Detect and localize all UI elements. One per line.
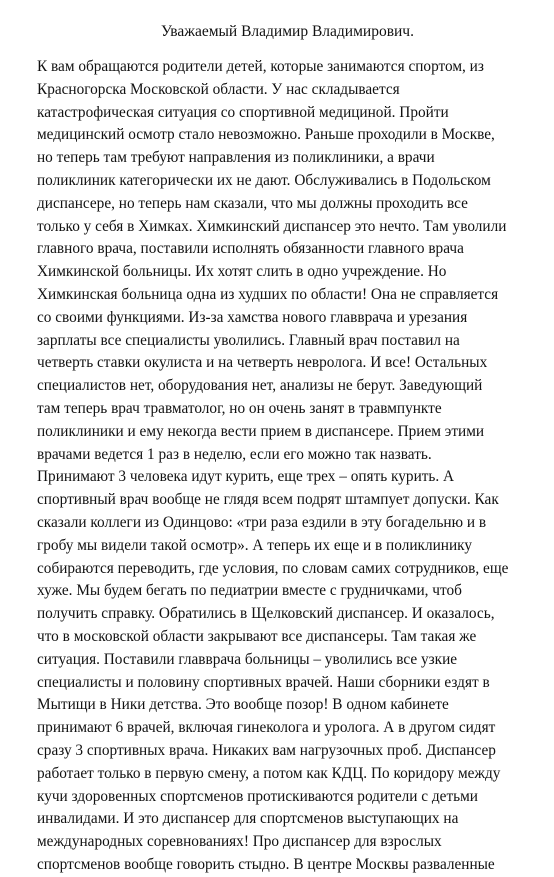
letter-line: что в московской области закрывают все диспансеры. Там такая же <box>37 627 477 645</box>
letter-line: специалистов нет, оборудования нет, анализы не берут. Заведующий <box>37 377 483 395</box>
letter-line: К вам обращаются родители детей, которые занимаются спортом, из <box>37 58 484 75</box>
letter-line: там теперь врач травматолог, но он очень занят в травмпункте <box>37 399 442 417</box>
letter-line: врачами ведется 1 раз в неделю, если его можно так назвать. <box>37 445 432 463</box>
letter-line: специалисты и половину спортивных врачей. Наши сборники ездят в <box>37 673 490 691</box>
letter-line: получить справку. Обратились в Щелковский диспансер. И оказалось, <box>37 605 495 623</box>
letter-line: со своими функциями. Из-за хамства нового главврача и урезания <box>37 308 468 326</box>
letter-salutation: Уважаемый Владимир Владимирович. <box>161 23 414 40</box>
letter-line: спортсменов вообще говорить стыдно. В центре Москвы разваленные <box>37 855 495 873</box>
letter-line: работает только в первую смену, а потом как КДЦ. По коридору между <box>37 764 501 782</box>
letter-line: поликлиники и ему некогда вести прием в диспансере. Прием этими <box>37 422 485 440</box>
letter-line: медицинский осмотр стало невозможно. Раньше проходили в Москве, <box>37 126 495 144</box>
letter-line: поликлиник категорически их не дают. Обслуживались в Подольском <box>37 171 491 189</box>
letter-line: только у себя в Химках. Химкинский диспансер это нечто. Там уволили <box>37 217 507 235</box>
letter-line: принимают 6 врачей, включая гинеколога и уролога. А в другом сидят <box>37 719 496 737</box>
letter-line: диспансере, но теперь нам сказали, что мы должны проходить все <box>37 194 468 212</box>
letter-line: собираются переводить, где условия, по словам самих сотрудников, еще <box>37 559 509 577</box>
letter-line: гробу мы видели такой осмотр». А теперь их еще и в поликлинику <box>37 536 472 554</box>
letter-line: катастрофическая ситуация со спортивной медициной. Пройти <box>37 103 449 121</box>
letter-line: сразу 3 спортивных врача. Никаких вам нагрузочных проб. Диспансер <box>37 741 496 759</box>
letter-body <box>37 56 530 877</box>
letter-line: международных соревнованиях! Про диспансер для взрослых <box>37 833 442 851</box>
letter-line: Химкинской больницы. Их хотят слить в одно учреждение. Но <box>37 263 447 281</box>
letter-line: Химкинская больница одна из худших по области! Она не справляется <box>37 285 499 303</box>
letter-line: Красногорска Московской области. У нас складывается <box>37 80 400 98</box>
letter-line: Принимают 3 человека идут курить, еще трех – опять курить. А <box>37 468 455 486</box>
letter-line: хуже. Мы будем бегать по педиатрии вместе с грудничками, чтоб <box>37 582 462 600</box>
letter-line: зарплаты все специалисты уволились. Главный врач поставил на <box>37 331 460 349</box>
letter-line: главного врача, поставили исполнять обязанности главного врача <box>37 240 464 258</box>
letter-line: четверть ставки окулиста и на четверть невролога. И все! Остальных <box>37 354 488 372</box>
letter-line: Мытищи в Ники детства. Это вообще позор! В одном кабинете <box>37 696 449 714</box>
letter-line: спортивный врач вообще не глядя всем подрят штампует допуски. Как <box>37 491 499 509</box>
letter-line: инвалидами. И это диспансер для спортсменов выступающих на <box>37 810 459 828</box>
letter-line: кучи здоровенных спортсменов протискиваются родители с детьми <box>37 787 478 805</box>
letter-line: ситуация. Поставили главврача больницы – уволились все узкие <box>37 650 458 668</box>
letter-line: но теперь там требуют направления из поликлиники, а врачи <box>37 149 435 167</box>
letter-line: сказали коллеги из Одинцово: «три раза ездили в эту богадельню и в <box>37 513 487 531</box>
